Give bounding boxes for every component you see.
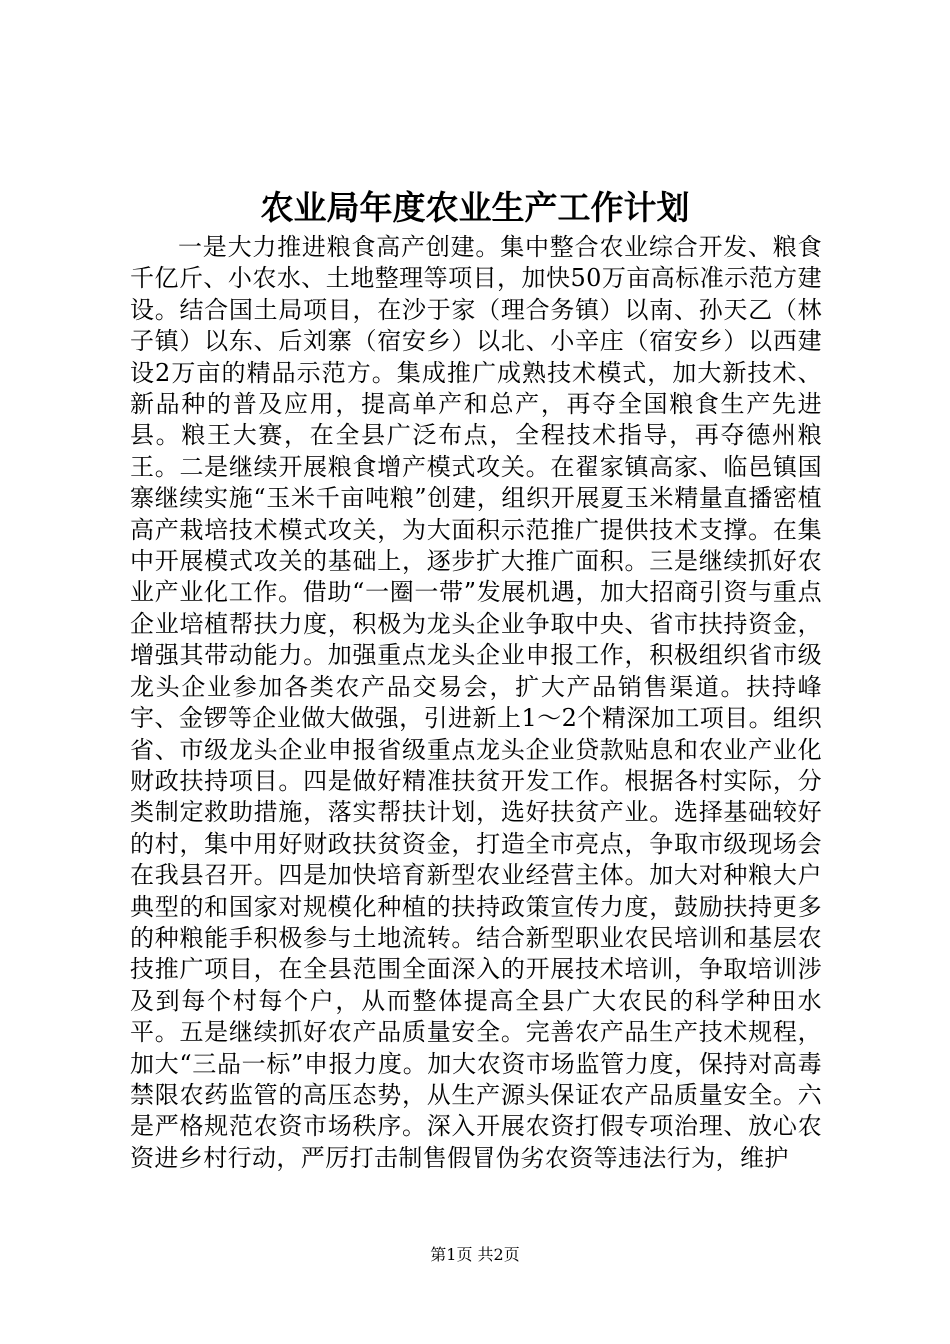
document-body: 一是大力推进粮食高产创建。集中整合农业综合开发、粮食千亿斤、小农水、土地整理等项目，加快50万亩高标准示范方建设。结合国土局项目，在沙于家（理合务镇）以南、孙天乙（林子镇）以东、后刘寨（宿安乡）以北、小辛庄（宿安乡）以西建设2万亩的精品示范方。集成推广成熟技术模式，加大新技术、新品种的普及应用，提高单产和总产，再夺全国粮食生产先进县。粮王大赛，在全县广泛布点，全程技术指导，再夺德州粮王。二是继续开展粮食增产模式攻关。在翟家镇高家、临邑镇国寨继续实施“玉米千亩吨粮”创建，组织开展夏玉米精量直播密植高产栽培技术模式攻关，为大面积示范推广提供技术支撑。在集中开展模式攻关的基础上，逐步扩大推广面积。三是继续抓好农业产业化工作。借助“一圈一带”发展机遇，加大招商引资与重点企业培植帮扶力度，积极为龙头企业争取中央、省市扶持资金，增强其带动能力。加强重点龙头企业申报工作，积极组织省市级龙头企业参加各类农产品交易会，扩大产品销售渠道。扶持峰宇、金锣等企业做大做强，引进新上1～2个精深加工项目。组织省、市级龙头企业申报省级重点龙头企业贷款贴息和农业产业化财政扶持项目。四是做好精准扶贫开发工作。根据各村实际，分类制定救助措施，落实帮扶计划，选好扶贫产业。选择基础较好的村，集中用好财政扶贫资金，打造全市亮点，争取市级现场会在我县召开。四是加快培育新型农业经营主体。加大对种粮大户典型的和国家对规模化种植的扶持政策宣传力度，鼓励扶持更多的种粮能手积极参与土地流转。结合新型职业农民培训和基层农技推广项目，在全县范围全面深入的开展技术培训，争取培训涉及到每个村每个户，从而整体提高全县广大农民的科学种田水平。五是继续抓好农产品质量安全。完善农产品生产技术规程，加大“三品一标”申报力度。加大农资市场监管力度，保持对高毒禁限农药监管的高压态势，从生产源头保证农产品质量安全。六是严格规范农资市场秩序。深入开展农资打假专项治理、放心农资进乡村行动，严厉打击制售假冒伪劣农资等违法行为，维护 bbox=[130, 233, 822, 1172]
page-footer: 第1页 共2页 bbox=[430, 1245, 520, 1264]
document-title: 农业局年度农业生产工作计划 bbox=[260, 188, 690, 227]
